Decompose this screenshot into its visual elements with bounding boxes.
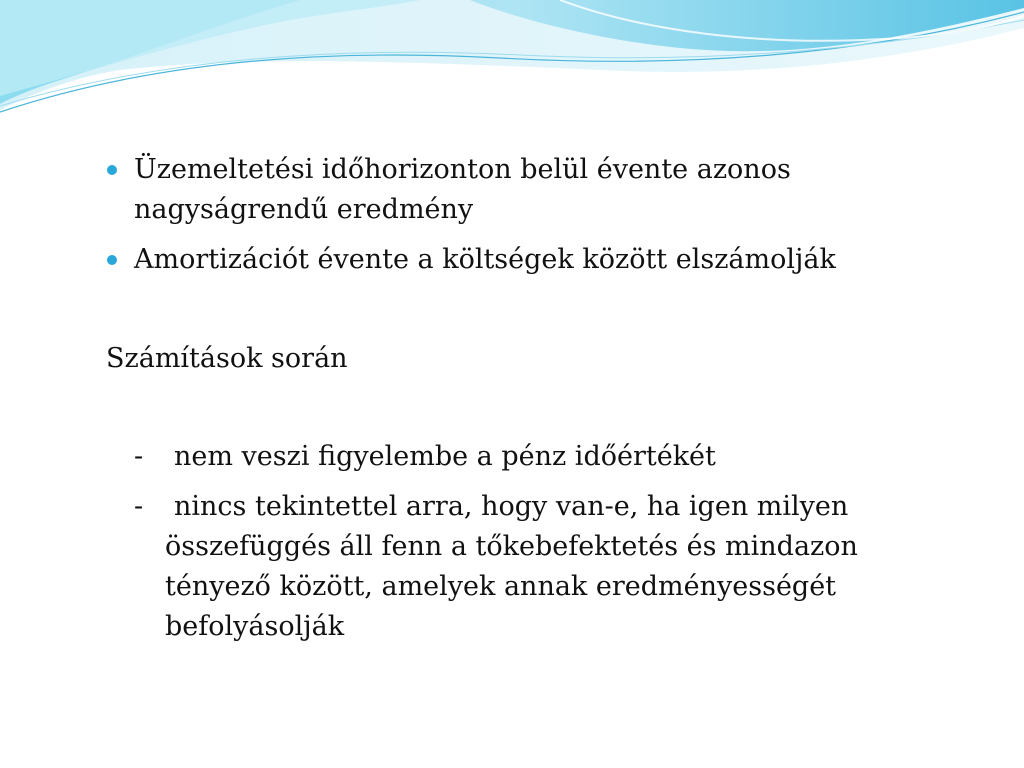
section-heading: Számítások során — [106, 343, 348, 374]
dash-text: nem veszi figyelembe a pénz időértékét — [174, 441, 716, 472]
bullet-dot-icon — [107, 255, 117, 265]
dash-marker: - — [134, 441, 144, 472]
dash-text: nincs tekintettel arra, hogy van-e, ha igen milyen összefüggés áll fenn a tőkebefektetés és mindazon tényező között, amelyek annak eredményességét befolyásolják — [165, 491, 858, 642]
bullet-dot-icon — [107, 165, 117, 175]
dash-marker: - — [134, 491, 144, 522]
bullet-text: Üzemeltetési időhorizonton belül évente azonos nagyságrendű eredmény — [134, 154, 791, 225]
bullet-text: Amortizációt évente a költségek között elszámolják — [134, 244, 836, 275]
